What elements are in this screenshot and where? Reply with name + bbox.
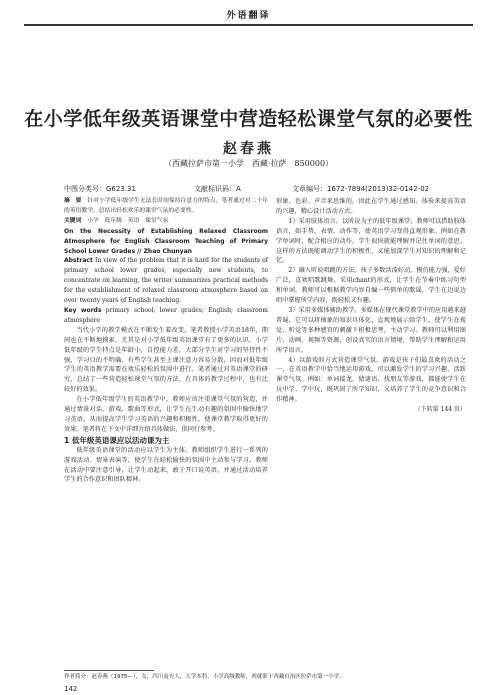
title-en-text: On the Necessity of Establishing Relaxed Classroom Atmosphere for English Classroom Teaching of Primary School Lower Grades // Zhao Chunyan xyxy=(64,227,268,255)
keywords-en xyxy=(64,306,268,326)
page-number: 142 xyxy=(64,685,78,693)
header-rule xyxy=(24,24,473,26)
running-header xyxy=(24,6,473,28)
title-en xyxy=(64,227,268,257)
body-paragraph: 2）融入听说唱跳的方法。孩子多数活泼好动，模仿能力强，爱好广泛，喜欢唱歌跳舞。采用chant的形式，让学生在节奏中练习句型和单词，教师可以根据教学内容自编一些简单的歌谣，学生在边说边唱中掌握所学内容，既轻松又有趣。 xyxy=(276,267,466,305)
abstract-en-text: In view of the problem that it is hard for the students of primary school lower grades, especially new students, to concentrate on learning, the writer summarizes practical methods for the establishment of relaxed classroom atmosphere based on over twenty years of English teaching. xyxy=(64,257,268,305)
continued-note: （下转第 144 页） xyxy=(414,406,466,414)
abstract-cn-label: 摘 要 xyxy=(64,198,82,204)
abstract-en xyxy=(64,256,268,306)
body-paragraph: 3）采用多媒体辅助教学。多媒体在现代课堂教学中的应用越来越普遍，它可以将抽象的知识具体化，直观地展示给学生，使学生在视觉、听觉等多种感官的刺激下积极思考，主动学习。教师可以利用图片、动画、视频等资源，创设真实的语言情境，帮助学生理解和运用所学语言。 xyxy=(276,306,466,354)
keywords-cn xyxy=(64,217,268,227)
section-heading: 1 低年级英语课应以活动课为主 xyxy=(64,435,170,445)
body-paragraph: 在小学低年级学生的英语教学中，教师应该注重课堂气氛的营造，并通过情景对话、游戏、歌曲等形式，让学生在生动有趣的氛围中愉快地学习英语，从而提高学生学习英语的兴趣和积极性，使课堂教学取得更好的效果。笔者将在下文中详细介绍具体做法，供同行参考。 xyxy=(64,396,268,433)
clc-number: 中图分类号：G623.31 xyxy=(64,185,136,193)
keywords-cn-text: 小学 低年级 英语 课堂气氛 xyxy=(87,217,169,224)
body-paragraph: 4）以游戏的方式营造课堂气氛。游戏是孩子们最喜欢的活动之一，在英语教学中恰当地运用游戏，可以激发学生的学习兴趣，活跃课堂气氛。例如：单词接龙、猜谜语、找朋友等游戏，都能使学生在玩中学、学中玩，既巩固了所学知识，又培养了学生的竞争意识和合作精神。 xyxy=(276,356,466,404)
abstract-en-label: Abstract xyxy=(64,257,93,265)
body-paragraph: 形象、色彩、声音来思维的，因此在学生通过感知、体验来提高英语的兴趣，精心设计活动方式。 xyxy=(276,198,466,215)
abstract-cn-text: 针对小学低年级学生无法长时间保持注意力的特点，笔者通过对二十年的英语教学，总结出轻松欢乐的课堂气氛的必要性。 xyxy=(64,198,268,214)
keywords-en-label: Key words xyxy=(64,306,102,314)
abstract-cn xyxy=(64,197,268,217)
body-paragraph: 1）采用肢体语言。以听说为主的低年级课堂，教师可以借助肢体语言，如手势、表情、动作等，使英语学习变得直观形象。例如在教学单词时，配合相应的动作，学生很快就能理解并记住单词的意思。这样的方法既能调动学生的积极性，又能加深学生对知识的理解和记忆。 xyxy=(276,217,466,265)
keywords-en-text: primary school; lower grades; English; classroom atmosphere xyxy=(64,306,268,324)
left-column xyxy=(64,197,268,671)
article-id: 文章编号：1672-7894(2013)32-0142-02 xyxy=(292,185,430,193)
body-paragraph: 低年级英语课堂的活动应以学生为主体，教师组织学生进行一系列的游戏活动、情景表演等，使学生在轻松愉快的氛围中主动参与学习。教师在活动中要注意引导，让学生动起来，敢于开口说英语，并通过活动培养学生的合作意识和团队精神。 xyxy=(64,446,268,484)
keywords-cn-label: 关键词 xyxy=(64,217,82,224)
body-paragraph: 当代小学的教学模式在不断发生着改变，笔者教授小学英语18年，期间也在不断地摸索，尤其是对小学低年级英语课堂有了更多的认识。小学低年级的学生特点是年龄小，自控能力差，大部分学生对学习的坚持性不强，学习目的不明确，有些学生甚至上课注意力容易分散，因而对低年级学生的英语教学需要在欢乐轻松的氛围中进行。笔者通过对英语课堂的研究，总结了一些营造轻松课堂气氛的方法，在具体的教学过程中，也有比较好的效果。 xyxy=(64,326,268,394)
right-column xyxy=(276,197,466,671)
footnote-rule xyxy=(64,670,154,671)
author-name: 赵春燕 xyxy=(223,141,274,157)
document-code: 文献标识码：A xyxy=(194,185,241,193)
author-affiliation: （西藏拉萨市第一小学 西藏·拉萨 850000） xyxy=(163,159,334,168)
article-title: 在小学低年级英语课堂中营造轻松课堂气氛的必要性 xyxy=(24,108,473,130)
author-footnote: 作者简介：赵春燕（1975—），女，四川南充人，大学本科，小学高级教师，现就职于西藏自治区拉萨市第一小学。 xyxy=(64,674,345,680)
section-label: 外语翻译 xyxy=(226,11,271,21)
